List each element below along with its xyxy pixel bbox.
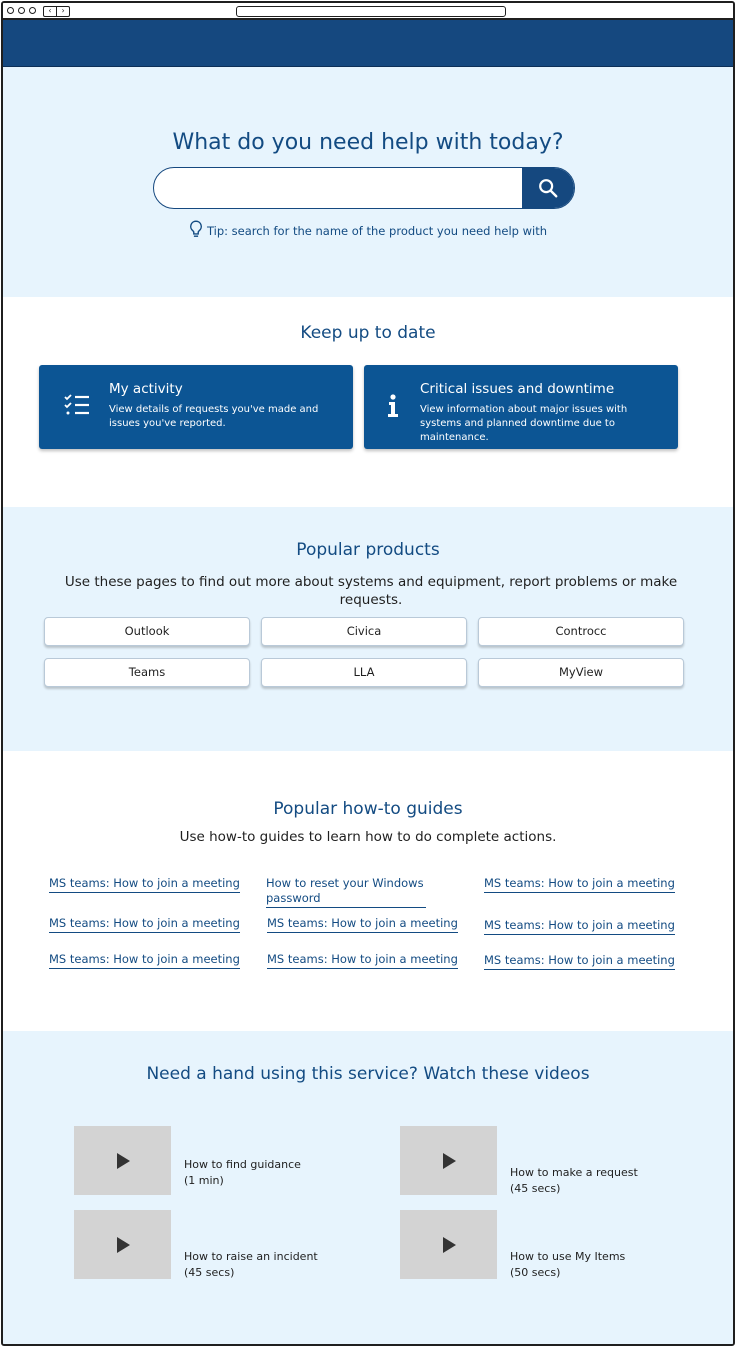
product-button-teams[interactable]: Teams (44, 658, 250, 687)
popular-products-title: Popular products (296, 540, 440, 560)
forward-arrow-icon[interactable]: › (60, 6, 66, 15)
play-icon (116, 1153, 130, 1169)
back-arrow-icon[interactable]: ‹ (44, 7, 57, 16)
video-title: How to find guidance (184, 1158, 301, 1171)
search-input[interactable] (154, 168, 524, 208)
video-thumbnail[interactable] (74, 1126, 171, 1195)
tip-text: Tip: search for the name of the product you need help with (206, 224, 548, 238)
videos-section (3, 1031, 733, 1346)
video-thumbnail[interactable] (400, 1210, 497, 1279)
card-title: My activity (109, 381, 183, 397)
product-button-outlook[interactable]: Outlook (44, 617, 250, 646)
how-to-guides-title: Popular how-to guides (273, 799, 463, 819)
guide-link[interactable]: MS teams: How to join a meeting (484, 918, 675, 935)
play-icon (442, 1153, 456, 1169)
video-label (184, 1157, 301, 1189)
play-icon (442, 1237, 456, 1253)
keep-up-to-date-title: Keep up to date (300, 323, 436, 343)
guide-link[interactable]: How to reset your Windows password (266, 876, 426, 908)
window-dot-icon[interactable] (18, 7, 25, 14)
window-dot-icon[interactable] (29, 7, 36, 14)
video-label (510, 1165, 638, 1197)
video-duration: (1 min) (184, 1174, 224, 1187)
guide-link[interactable]: MS teams: How to join a meeting (484, 953, 675, 970)
hero-section (3, 67, 733, 297)
search-bar (153, 167, 575, 209)
search-button[interactable] (522, 168, 574, 208)
search-tip (3, 220, 733, 238)
card-description: View details of requests you've made and issues you've reported. (109, 404, 319, 429)
keep-up-to-date-section (3, 297, 733, 507)
product-button-civica[interactable]: Civica (261, 617, 467, 646)
browser-nav (43, 6, 70, 17)
video-duration: (45 secs) (184, 1266, 235, 1279)
video-label (184, 1249, 318, 1281)
card-description: View information about major issues with systems and planned downtime due to maintenance. (420, 404, 628, 443)
card-title: Critical issues and downtime (420, 381, 615, 397)
popular-products-description: Use these pages to find out more about systems and equipment, report problems or make requests. (64, 574, 678, 608)
checklist-icon (63, 393, 91, 419)
video-title: How to use My Items (510, 1250, 626, 1263)
play-icon (116, 1237, 130, 1253)
search-icon (537, 177, 559, 199)
browser-window (1, 1, 735, 1346)
guide-link[interactable]: MS teams: How to join a meeting (49, 952, 240, 969)
critical-issues-card[interactable] (364, 365, 678, 449)
video-thumbnail[interactable] (74, 1210, 171, 1279)
info-icon (386, 393, 400, 419)
how-to-guides-description: Use how-to guides to learn how to do complete actions. (179, 829, 557, 845)
video-duration: (50 secs) (510, 1266, 561, 1279)
guide-link[interactable]: MS teams: How to join a meeting (267, 916, 458, 933)
product-button-myview[interactable]: MyView (478, 658, 684, 687)
product-button-controcc[interactable]: Controcc (478, 617, 684, 646)
my-activity-card[interactable] (39, 365, 353, 449)
hero-title: What do you need help with today? (172, 130, 564, 155)
guide-link[interactable]: MS teams: How to join a meeting (49, 876, 240, 893)
video-title: How to make a request (510, 1166, 638, 1179)
site-header (3, 20, 733, 67)
lightbulb-icon (189, 220, 203, 238)
guide-link[interactable]: MS teams: How to join a meeting (267, 952, 458, 969)
popular-products-section (3, 507, 733, 751)
video-title: How to raise an incident (184, 1250, 318, 1263)
guide-link[interactable]: MS teams: How to join a meeting (49, 916, 240, 933)
guide-link[interactable]: MS teams: How to join a meeting (484, 876, 675, 893)
video-label (510, 1249, 625, 1281)
product-button-lla[interactable]: LLA (261, 658, 467, 687)
browser-chrome (3, 3, 733, 20)
video-thumbnail[interactable] (400, 1126, 497, 1195)
videos-title: Need a hand using this service? Watch these videos (146, 1064, 590, 1084)
how-to-guides-section (3, 751, 733, 1031)
window-dot-icon[interactable] (7, 7, 14, 14)
url-bar[interactable] (236, 6, 506, 17)
video-duration: (45 secs) (510, 1182, 561, 1195)
